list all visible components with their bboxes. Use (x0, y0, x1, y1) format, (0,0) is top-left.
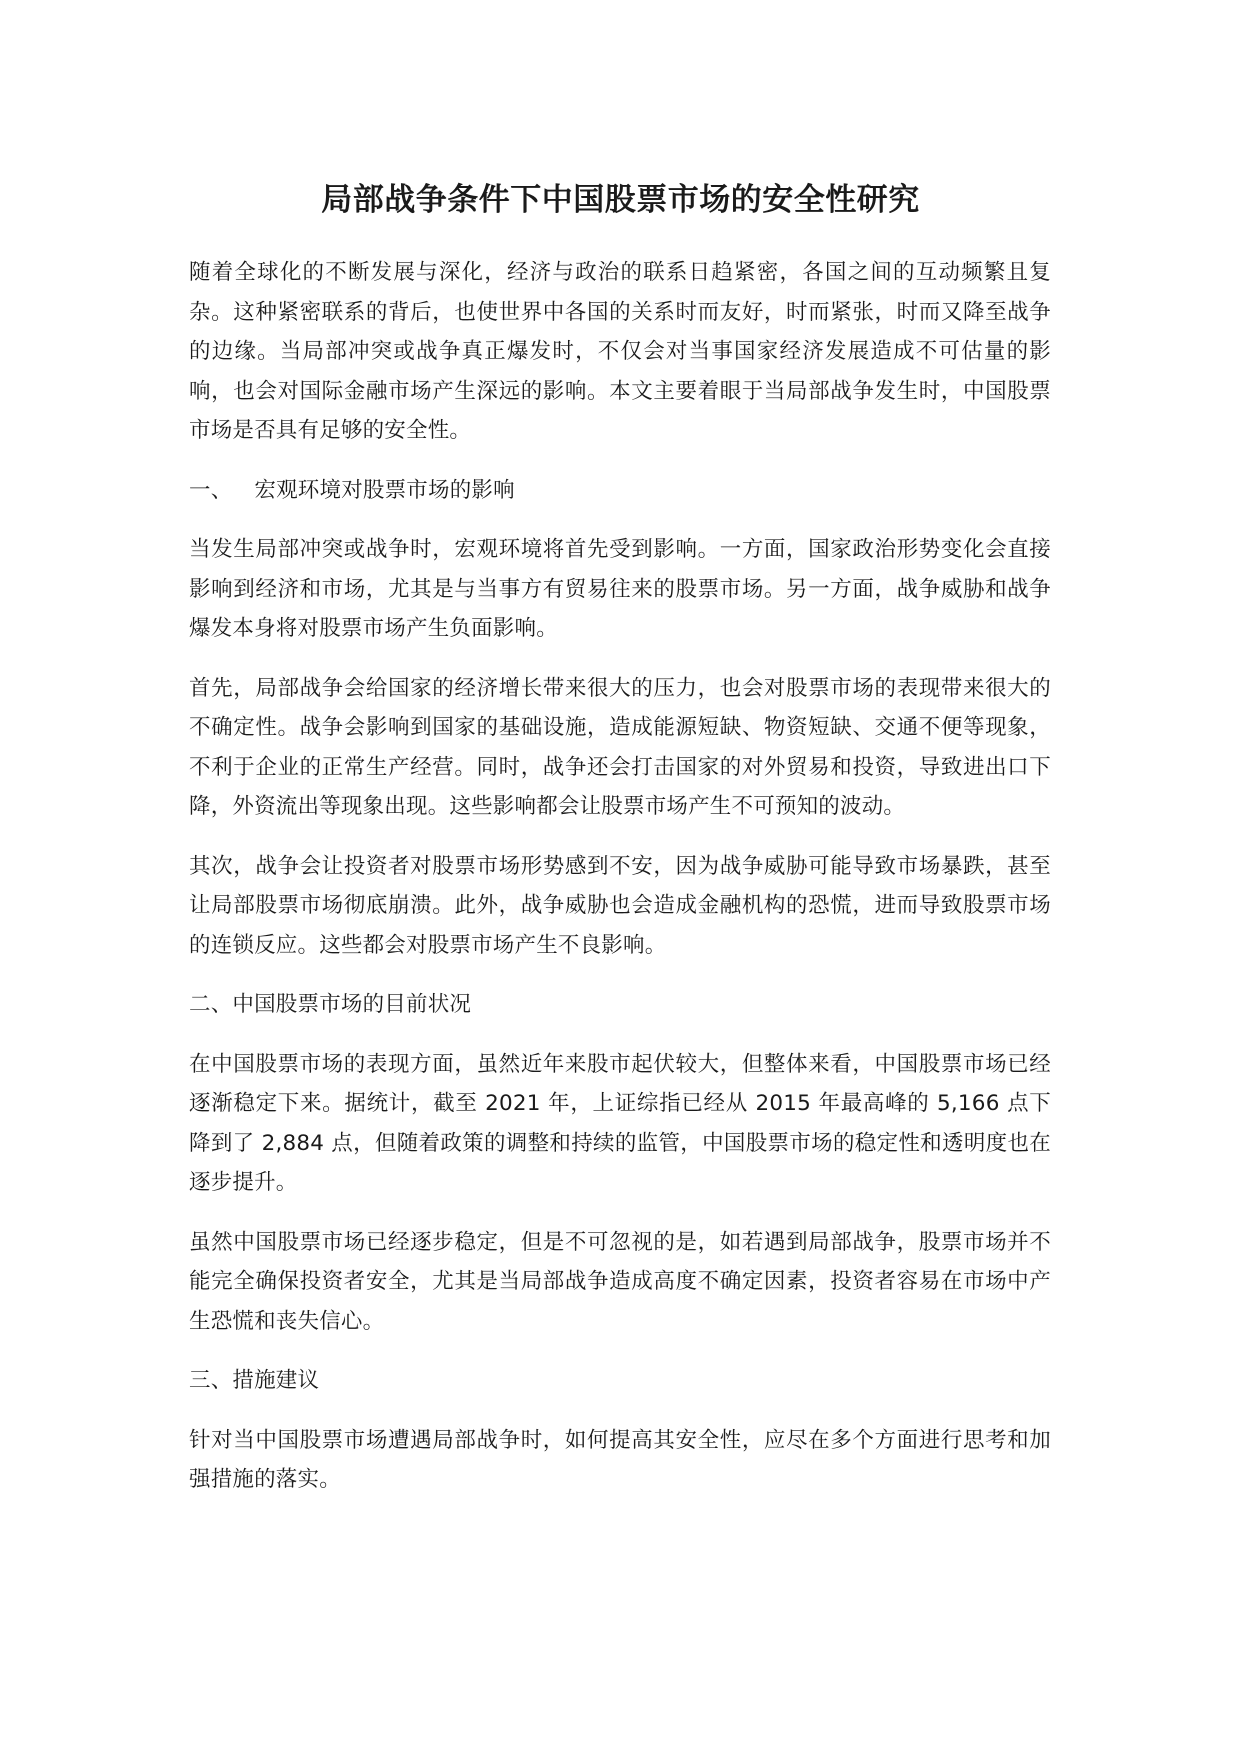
document-title: 局部战争条件下中国股票市场的安全性研究 (321, 182, 920, 218)
section-1-paragraph-3: 其次，战争会让投资者对股票市场形势感到不安，因为战争威胁可能导致市场暴跌，甚至让局部股票市场彻底崩溃。此外，战争威胁也会造成金融机构的恐慌，进而导致股票市场的连锁反应。这些都会对股票市场产生不良影响。 (189, 853, 1051, 958)
section-2-paragraph-1: 在中国股票市场的表现方面，虽然近年来股市起伏较大，但整体来看，中国股票市场已经逐渐稳定下来。据统计，截至 2021 年，上证综指已经从 2015 年最高峰的 5,166 点下降到了 2,884 点，但随着政策的调整和持续的监管，中国股票市场的稳定性和透明度也在逐步提升。 (189, 1051, 1051, 1195)
section-2-heading: 二、中国股票市场的目前状况 (189, 992, 472, 1017)
section-1-paragraph-1: 当发生局部冲突或战争时，宏观环境将首先受到影响。一方面，国家政治形势变化会直接影响到经济和市场，尤其是与当事方有贸易往来的股票市场。另一方面，战争威胁和战争爆发本身将对股票市场产生负面影响。 (189, 537, 1051, 641)
section-1-title: 宏观环境对股票市场的影响 (254, 477, 515, 503)
section-3-heading: 三、措施建议 (189, 1368, 320, 1393)
section-1-number: 一、 (189, 477, 233, 503)
section-1-paragraph-2: 首先，局部战争会给国家的经济增长带来很大的压力，也会对股票市场的表现带来很大的不确定性。战争会影响到国家的基础设施，造成能源短缺、物资短缺、交通不便等现象，不利于企业的正常生产经营。同时，战争还会打击国家的对外贸易和投资，导致进出口下降，外资流出等现象出现。这些影响都会让股票市场产生不可预知的波动。 (189, 675, 1051, 819)
section-1-heading (189, 471, 1051, 511)
document-body (189, 253, 1051, 1520)
section-3-paragraph-1: 针对当中国股票市场遭遇局部战争时，如何提高其安全性，应尽在多个方面进行思考和加强措施的落实。 (189, 1427, 1051, 1492)
intro-paragraph: 随着全球化的不断发展与深化，经济与政治的联系日趋紧密，各国之间的互动频繁且复杂。这种紧密联系的背后，也使世界中各国的关系时而友好，时而紧张，时而又降至战争的边缘。当局部冲突或战争真正爆发时，不仅会对当事国家经济发展造成不可估量的影响，也会对国际金融市场产生深远的影响。本文主要着眼于当局部战争发生时，中国股票市场是否具有足够的安全性。 (189, 260, 1051, 443)
section-2-paragraph-2: 虽然中国股票市场已经逐步稳定，但是不可忽视的是，如若遇到局部战争，股票市场并不能完全确保投资者安全，尤其是当局部战争造成高度不确定因素，投资者容易在市场中产生恐慌和丧失信心。 (189, 1229, 1051, 1334)
